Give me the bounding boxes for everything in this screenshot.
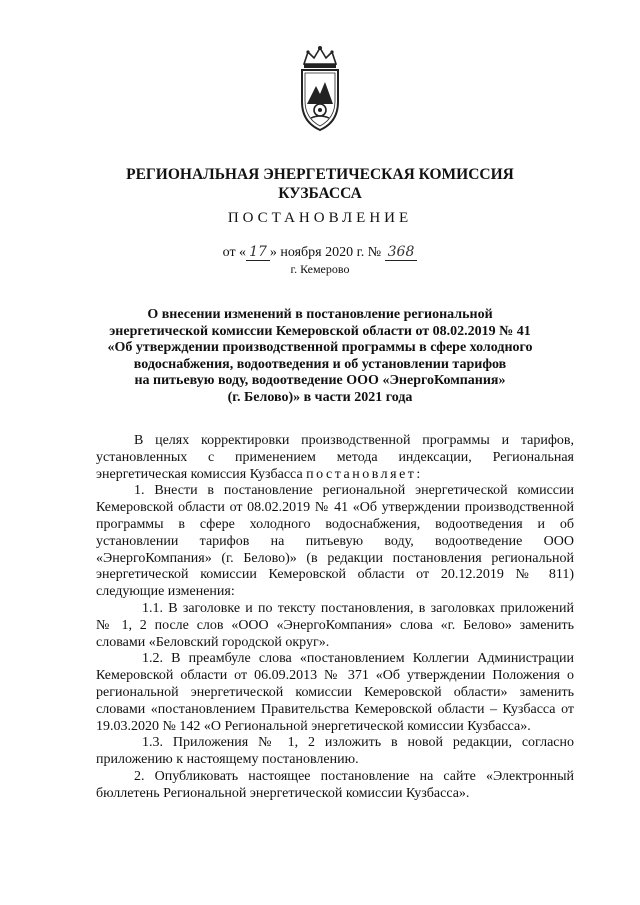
paragraph-1-3: 1.3. Приложения № 1, 2 изложить в новой редакции, согласно приложению к настоящему постановлению.	[96, 735, 574, 768]
title-line: (г. Белово)» в части 2021 года	[227, 389, 413, 405]
document-type: ПОСТАНОВЛЕНИЕ	[227, 210, 413, 226]
date-prefix: от «	[222, 245, 247, 260]
preamble-resolves: постановляет:	[306, 466, 423, 482]
paragraph-2: 2. Опубликовать настоящее постановление на сайте «Электронный бюллетень Региональной энергетической комиссии Кузбасса».	[96, 768, 574, 801]
title-line: энергетической комиссии Кемеровской области от 08.02.2019 № 41	[109, 323, 531, 339]
org-name-line1: РЕГИОНАЛЬНАЯ ЭНЕРГЕТИЧЕСКАЯ КОМИССИЯ	[126, 166, 514, 183]
paragraph-1-2: 1.2. В преамбуле слова «постановлением Коллегии Администрации Кемеровской области от 06.09.2013 № 371 «Об утверждении Положения о региональной энергетической комиссии Кемеровской области» заменить словами «постановлением Правительства Кемеровской области – Кузбасса от 19.03.2020 № 142 «О Региональной энергетической комиссии Кузбасса».	[96, 651, 574, 734]
title-line: водоснабжения, водоотведения и об установлении тарифов	[133, 356, 507, 372]
title-line: на питьевую воду, водоотведение ООО «ЭнергоКомпания»	[134, 373, 506, 389]
document-date-line	[0, 244, 640, 261]
document-number-handwritten: 368	[385, 244, 418, 261]
document-body	[96, 433, 574, 803]
title-line: «Об утверждении производственной программы в сфере холодного	[107, 340, 533, 356]
title-line: О внесении изменений в постановление региональной	[147, 307, 493, 322]
kuzbass-coat-of-arms-icon	[294, 44, 346, 132]
preamble-text: В целях корректировки производственной программы и тарифов, установленных с применением метода индексации, Региональная энергетическая комиссия Кузбасса	[96, 433, 574, 482]
paragraph-1-1: 1.1. В заголовке и по тексту постановления, в заголовках приложений № 1, 2 после слов «ООО «ЭнергоКомпания» слова «г. Белово» заменить словами «Беловский городской округ».	[96, 600, 574, 650]
city: г. Кемерово	[290, 262, 350, 276]
date-day-handwritten: 17	[246, 244, 270, 261]
paragraph-1: 1. Внести в постановление региональной энергетической комиссии Кемеровской области от 08.02.2019 № 41 «Об утверждении производственной программы в сфере холодного водоснабжения, водоотведения и об установлении тарифов на питьевую воду, водоотведение ООО «ЭнергоКомпания» (г. Белово)» (в редакции постановления региональной энергетической комиссии Кемеровской области от 20.12.2019 № 811) следующие изменения:	[96, 483, 574, 600]
paragraph-preamble	[96, 433, 574, 483]
document-title	[100, 307, 540, 407]
date-middle: » ноября 2020 г. №	[269, 245, 382, 260]
org-name-line2: КУЗБАССА	[278, 185, 362, 202]
